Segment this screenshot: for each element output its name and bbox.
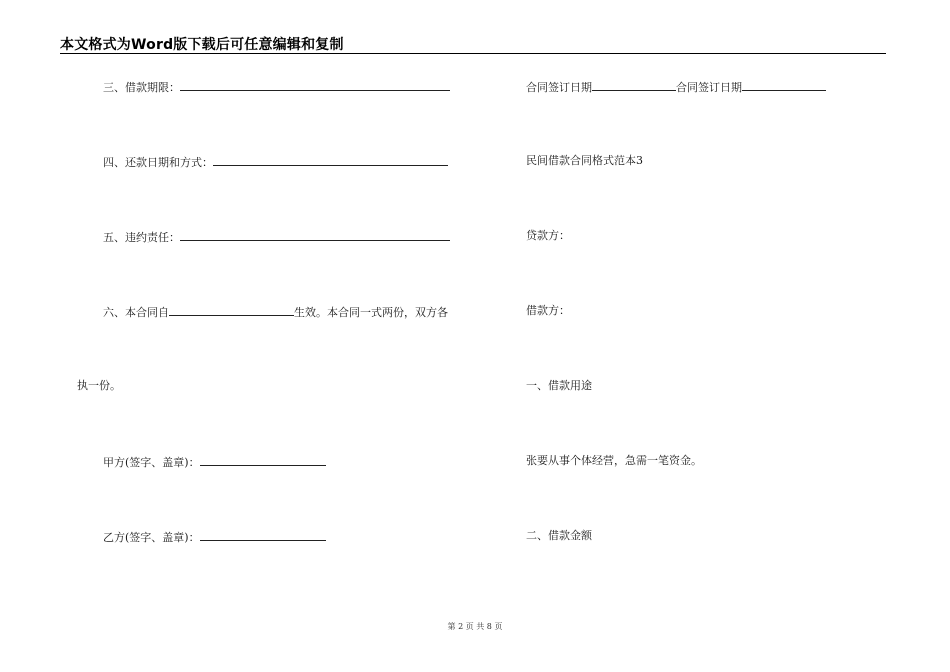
sign-date-label-2: 合同签订日期 <box>676 81 742 94</box>
party-b-line <box>103 529 326 545</box>
effective-prefix: 六、本合同自 <box>103 306 169 319</box>
party-b-label: 乙方(签字、盖章)： <box>103 531 200 544</box>
amount-heading: 二、借款金额 <box>526 529 592 542</box>
repayment-blank <box>213 154 448 166</box>
sign-date-label-1: 合同签订日期 <box>526 81 592 94</box>
effective-continuation: 执一份。 <box>77 379 121 392</box>
sign-date-line <box>526 79 826 95</box>
breach-blank <box>180 229 450 241</box>
party-b-signature-blank <box>200 529 326 541</box>
effective-line <box>103 304 448 320</box>
borrower-label: 借款方： <box>526 304 570 317</box>
effective-date-blank <box>169 304 294 316</box>
header-divider <box>60 53 886 54</box>
party-a-label: 甲方(签字、盖章)： <box>103 456 200 469</box>
breach-label: 五、违约责任： <box>103 231 180 244</box>
purpose-text: 张要从事个体经营，急需一笔资金。 <box>526 454 702 467</box>
effective-suffix: 生效。本合同一式两份，双方各 <box>294 306 448 319</box>
loan-term-blank <box>180 79 450 91</box>
document-header-title: 本文格式为Word版下载后可任意编辑和复制 <box>60 37 344 53</box>
loan-term-line <box>103 79 450 95</box>
party-a-signature-blank <box>200 454 326 466</box>
breach-line <box>103 229 450 245</box>
template-heading: 民间借款合同格式范本3 <box>526 154 643 167</box>
loan-term-label: 三、借款期限： <box>103 81 180 94</box>
party-a-line <box>103 454 326 470</box>
purpose-heading: 一、借款用途 <box>526 379 592 392</box>
lender-label: 贷款方： <box>526 229 570 242</box>
sign-date-blank-1 <box>592 79 676 91</box>
repayment-line <box>103 154 448 170</box>
page-number: 第 2 页 共 8 页 <box>447 622 503 631</box>
repayment-label: 四、还款日期和方式： <box>103 156 213 169</box>
sign-date-blank-2 <box>742 79 826 91</box>
